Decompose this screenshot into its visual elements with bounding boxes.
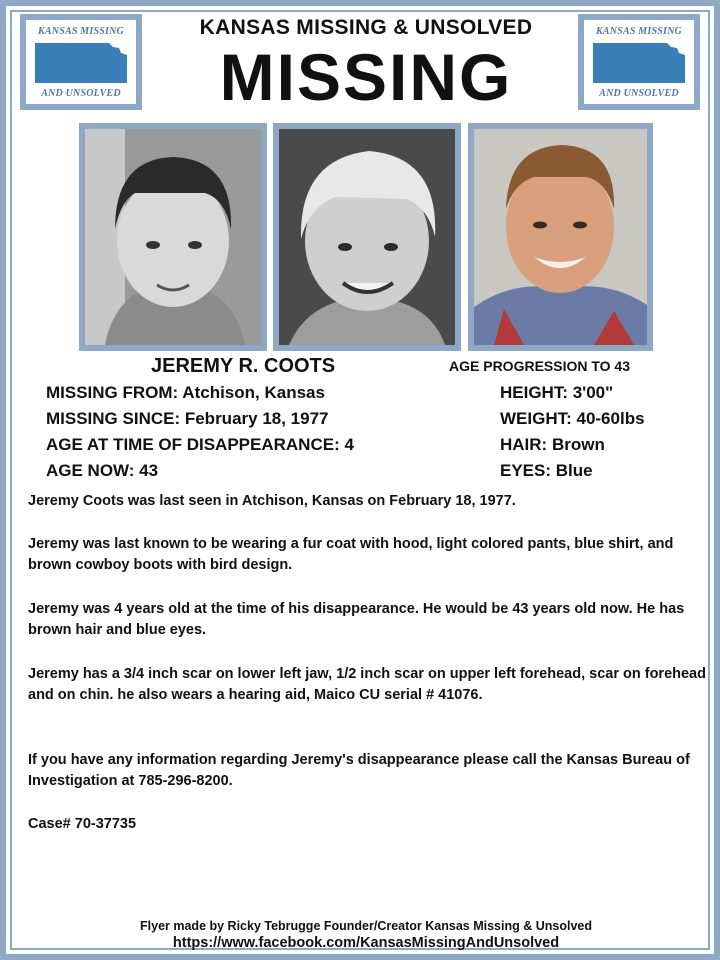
kansas-state-icon [33, 41, 129, 85]
fact-hair: HAIR: Brown [500, 435, 605, 454]
organization-heading: KANSAS MISSING & UNSOLVED [199, 16, 533, 39]
fact-missing-from: MISSING FROM: Atchison, Kansas [46, 383, 325, 402]
child-photo-1-icon [85, 129, 261, 345]
age-progression-photo-icon [474, 129, 647, 345]
logo-bottom-text: AND UNSOLVED [599, 88, 679, 99]
missing-title: MISSING [219, 40, 513, 114]
logo-bottom-text: AND UNSOLVED [41, 88, 121, 99]
logo-top-text: KANSAS MISSING [38, 26, 124, 37]
fact-age-at-disappearance: AGE AT TIME OF DISAPPEARANCE: 4 [46, 435, 354, 454]
child-photo-1 [79, 123, 267, 351]
description-last-seen: Jeremy Coots was last seen in Atchison, Kansas on February 18, 1977. [28, 493, 516, 509]
child-photo-2-icon [279, 129, 455, 345]
description-age-features: Jeremy was 4 years old at the time of his disappearance. He would be 43 years old now. He has brown hair and blue eyes. [28, 601, 685, 638]
description-clothing: Jeremy was last known to be wearing a fur coat with hood, light colored pants, blue shirt, and brown cowboy boots with bird design. [28, 536, 674, 573]
age-progression-label: AGE PROGRESSION TO 43 [449, 358, 631, 374]
case-number: Case# 70-37735 [28, 816, 137, 832]
fact-height: HEIGHT: 3'00" [500, 383, 614, 402]
kansas-missing-logo-right [578, 14, 700, 110]
fact-missing-since: MISSING SINCE: February 18, 1977 [46, 409, 329, 428]
age-progression-photo [468, 123, 653, 351]
fact-weight: WEIGHT: 40-60lbs [500, 409, 645, 428]
kansas-state-icon [591, 41, 687, 85]
child-photo-2 [273, 123, 461, 351]
logo-top-text: KANSAS MISSING [596, 26, 682, 37]
fact-age-now: AGE NOW: 43 [46, 461, 159, 480]
fact-eyes: EYES: Blue [500, 461, 593, 480]
description-contact: If you have any information regarding Jeremy's disappearance please call the Kansas Bureau of Investigation at 785-296-8200. [28, 752, 690, 789]
person-name: JEREMY R. COOTS [151, 355, 336, 377]
flyer-credit: Flyer made by Ricky Tebrugge Founder/Creator Kansas Missing & Unsolved [140, 919, 592, 933]
kansas-missing-logo-left [20, 14, 142, 110]
description-scars-hearing-aid: Jeremy has a 3/4 inch scar on lower left jaw, 1/2 inch scar on upper left forehead, scar on forehead and on chin. he also wears a hearing aid, Maico CU serial # 41076. [28, 666, 706, 703]
facebook-link[interactable]: https://www.facebook.com/KansasMissingAndUnsolved [172, 935, 560, 951]
